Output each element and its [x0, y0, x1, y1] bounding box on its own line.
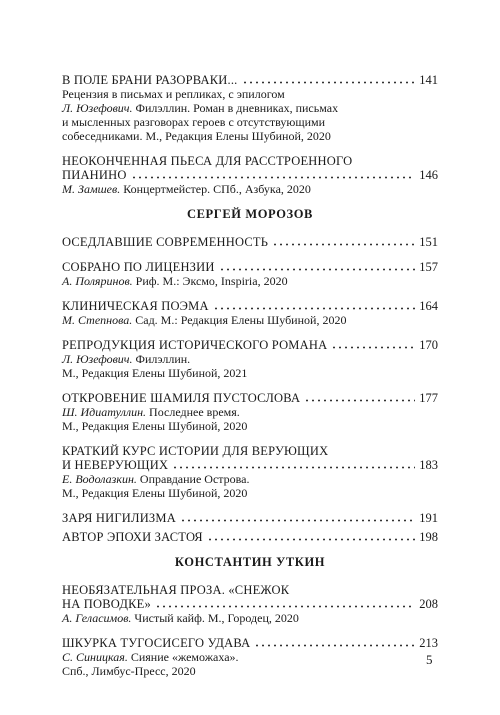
toc-entry	[62, 260, 438, 288]
annotation-text: Рецензия в письмах и репликах, с эпилогом	[62, 87, 285, 101]
entry-title: НА ПОВОДКЕ»	[62, 597, 151, 611]
annotation-text: Оправдание Острова.	[136, 472, 250, 486]
toc-entry	[62, 338, 438, 380]
entry-page-number: 146	[419, 168, 438, 182]
entry-annotation	[62, 115, 438, 129]
entry-title: ЗАРЯ НИГИЛИЗМА	[62, 511, 176, 525]
entry-page-number: 213	[419, 636, 438, 650]
toc-entry	[62, 391, 438, 433]
entry-title: НЕОБЯЗАТЕЛЬНАЯ ПРОЗА. «СНЕЖОК	[62, 583, 290, 597]
entry-title: КЛИНИЧЕСКАЯ ПОЭМА	[62, 299, 209, 313]
entry-page-number: 164	[419, 299, 438, 313]
toc-entry	[62, 530, 438, 544]
entry-page-number: 177	[419, 391, 438, 405]
annotation-text: Сияние «жеможаха».	[127, 650, 239, 664]
annotation-text: М., Редакция Елены Шубиной, 2020	[62, 486, 248, 500]
toc-entry	[62, 299, 438, 327]
annotation-text: М., Редакция Елены Шубиной, 2020	[62, 419, 248, 433]
entry-annotation	[62, 87, 438, 101]
dot-leader	[180, 512, 415, 522]
entry-title: СОБРАНО ПО ЛИЦЕНЗИИ	[62, 260, 215, 274]
entry-title-line	[62, 235, 438, 249]
toc-entry	[62, 154, 438, 196]
toc-entry	[62, 636, 438, 678]
entry-page-number: 157	[419, 260, 438, 274]
annotation-text: Филэллин.	[132, 352, 191, 366]
entry-title-line	[62, 530, 438, 544]
entry-title: КРАТКИЙ КУРС ИСТОРИИ ДЛЯ ВЕРУЮЩИХ	[62, 444, 329, 458]
entry-title-line	[62, 636, 438, 650]
annotation-text: М., Редакция Елены Шубиной, 2021	[62, 366, 248, 380]
entry-annotation	[62, 472, 438, 486]
section-heading: СЕРГЕЙ МОРОЗОВ	[186, 207, 313, 221]
annotation-text: Чистый кайф. М., Городец, 2020	[131, 611, 299, 625]
entry-title: В ПОЛЕ БРАНИ РАЗОРВАКИ...	[62, 73, 238, 87]
entry-title: ОСЕДЛАВШИЕ СОВРЕМЕННОСТЬ	[62, 235, 269, 249]
dot-leader	[155, 598, 415, 608]
annotation-text: Спб., Лимбус-Пресс, 2020	[62, 664, 196, 678]
entry-title-line	[62, 168, 438, 182]
toc-entry	[62, 583, 438, 625]
entry-annotation	[62, 366, 438, 380]
section-heading: КОНСТАНТИН УТКИН	[174, 555, 326, 569]
entry-title: АВТОР ЭПОХИ ЗАСТОЯ	[62, 530, 203, 544]
entry-title: И НЕВЕРУЮЩИХ	[62, 458, 169, 472]
entry-annotation	[62, 650, 438, 664]
entry-title-line	[62, 458, 438, 472]
reviewed-author: А. Поляринов.	[62, 274, 133, 288]
dot-leader	[254, 637, 415, 647]
reviewed-author: Л. Юзефович.	[62, 101, 133, 115]
dot-leader	[172, 459, 415, 469]
entry-title: ОТКРОВЕНИЕ ШАМИЛЯ ПУСТОСЛОВА	[62, 391, 301, 405]
dot-leader	[272, 236, 415, 246]
table-of-contents	[62, 73, 438, 689]
entry-title-line	[62, 73, 438, 87]
annotation-text: Концертмейстер. СПб., Азбука, 2020	[120, 182, 311, 196]
annotation-text: Филэллин. Роман в дневниках, письмах	[132, 101, 339, 115]
entry-title: РЕПРОДУКЦИЯ ИСТОРИЧЕСКОГО РОМАНА	[62, 338, 328, 352]
entry-annotation	[62, 419, 438, 433]
annotation-text: и мысленных разговорах героев с отсутствующими	[62, 115, 326, 129]
reviewed-author: А. Геласимов.	[62, 611, 132, 625]
dot-leader	[207, 531, 415, 541]
toc-entry	[62, 73, 438, 143]
entry-page-number: 151	[419, 235, 438, 249]
entry-annotation	[62, 405, 438, 419]
entry-annotation	[62, 352, 438, 366]
reviewed-author: С. Синицкая.	[62, 650, 128, 664]
entry-title: ПИАНИНО	[62, 168, 127, 182]
entry-page-number: 198	[419, 530, 438, 544]
entry-title-line	[62, 597, 438, 611]
dot-leader	[304, 392, 415, 402]
reviewed-author: М. Замшев.	[62, 182, 121, 196]
reviewed-author: Л. Юзефович.	[62, 352, 133, 366]
entry-annotation	[62, 129, 438, 143]
entry-annotation	[62, 101, 438, 115]
toc-entry	[62, 511, 438, 525]
entry-title-line	[62, 260, 438, 274]
annotation-text: собеседниками. М., Редакция Елены Шубиной, 2020	[62, 129, 331, 143]
entry-annotation	[62, 274, 438, 288]
entry-page-number: 170	[419, 338, 438, 352]
reviewed-author: Е. Водолазкин.	[62, 472, 137, 486]
entry-title-line	[62, 511, 438, 525]
entry-title: ШКУРКА ТУГОСИСЕГО УДАВА	[62, 636, 251, 650]
entry-page-number: 208	[419, 597, 438, 611]
entry-annotation	[62, 182, 438, 196]
entry-page-number: 141	[419, 73, 438, 87]
dot-leader	[331, 339, 415, 349]
entry-page-number: 183	[419, 458, 438, 472]
entry-annotation	[62, 664, 438, 678]
dot-leader	[242, 74, 416, 84]
annotation-text: Последнее время.	[146, 405, 240, 419]
entry-annotation	[62, 313, 438, 327]
dot-leader	[213, 300, 416, 310]
page-number: 5	[426, 652, 433, 667]
annotation-text: Сад. М.: Редакция Елены Шубиной, 2020	[132, 313, 347, 327]
dot-leader	[219, 261, 416, 271]
toc-entry	[62, 235, 438, 249]
reviewed-author: М. Степнова.	[62, 313, 133, 327]
entry-annotation	[62, 611, 438, 625]
entry-title-line	[62, 338, 438, 352]
entry-annotation	[62, 486, 438, 500]
entry-page-number: 191	[419, 511, 438, 525]
toc-entry	[62, 444, 438, 500]
entry-title-line	[62, 299, 438, 313]
entry-title-line	[62, 391, 438, 405]
reviewed-author: Ш. Идиатуллин.	[62, 405, 147, 419]
dot-leader	[131, 169, 416, 179]
entry-title: НЕОКОНЧЕННАЯ ПЬЕСА ДЛЯ РАССТРОЕННОГО	[62, 154, 353, 168]
annotation-text: Риф. М.: Эксмо, Inspiria, 2020	[132, 274, 288, 288]
